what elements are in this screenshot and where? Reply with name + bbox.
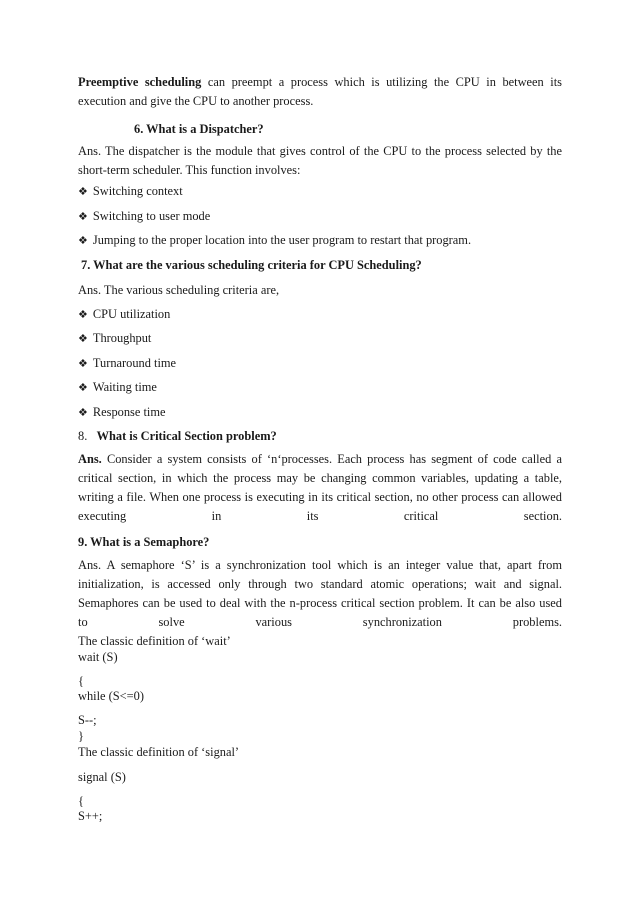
q7-bullet-5: ❖ Response time (78, 403, 562, 423)
q9-line1: Ans. A semaphore ‘S’ is a synchronization tool which is an integer value that, apart from (78, 558, 562, 572)
code-signal-increment: S++; (78, 809, 103, 823)
q6-heading: 6. What is a Dispatcher? (134, 122, 264, 136)
q6-bullet-1: ❖ Switching context (78, 182, 562, 202)
preemptive-paragraph (78, 73, 562, 111)
q9-line4: to solve various synchronization problems. (78, 615, 562, 629)
code-signal-open-brace: { (78, 794, 84, 808)
q8-line4: executing in its critical section. (78, 509, 562, 523)
code-wait-close-brace: } (78, 729, 84, 743)
q6-line2: short-term scheduler. This function involves: (78, 163, 301, 177)
q8-line2: critical section, in which the process may be changing common variables, updating a table, (78, 471, 562, 485)
q8-ans-label: Ans. (78, 452, 102, 466)
preemptive-line2: execution and give the CPU to another process. (78, 94, 314, 108)
q8-line1: Consider a system consists of ‘n‘processes. Each process has segment of code called a (101, 452, 562, 466)
q9-line2: initialization, is accessed only through two standard atomic operations; wait and signal. (78, 577, 562, 591)
q7-intro: Ans. The various scheduling criteria are, (78, 283, 280, 297)
q6-paragraph (78, 142, 562, 180)
q9-signal-def: The classic definition of ‘signal’ (78, 745, 240, 759)
q8-line3: writing a file. When one process is executing in its critical section, no other process can allowed (78, 490, 562, 504)
q6-line1: Ans. The dispatcher is the module that gives control of the CPU to the process selected by the (78, 144, 562, 158)
q6-bullet-3: ❖ Jumping to the proper location into the user program to restart that program. (78, 231, 562, 251)
q9-heading: 9. What is a Semaphore? (78, 535, 210, 549)
q7-bullet-2: ❖ Throughput (78, 329, 562, 349)
code-wait-decrement: S--; (78, 713, 97, 727)
q6-bullet-2: ❖ Switching to user mode (78, 207, 562, 227)
q8-heading: What is Critical Section problem? (96, 429, 277, 443)
code-wait-while: while (S<=0) (78, 689, 144, 703)
q8-heading-line (78, 427, 562, 446)
q8-number: 8. (78, 429, 88, 443)
q7-bullet-3: ❖ Turnaround time (78, 354, 562, 374)
preemptive-line1: can preempt a process which is utilizing the CPU in between its (201, 75, 562, 89)
q7-bullet-4: ❖ Waiting time (78, 378, 562, 398)
q7-heading: 7. What are the various scheduling criteria for CPU Scheduling? (81, 258, 422, 272)
q9-line3: Semaphores can be used to deal with the n-process critical section problem. It can be also used (78, 596, 562, 610)
code-wait-signature: wait (S) (78, 650, 118, 664)
q7-bullet-1: ❖ CPU utilization (78, 305, 562, 325)
q9-paragraph (78, 556, 562, 651)
code-signal-signature: signal (S) (78, 770, 126, 784)
q8-paragraph (78, 450, 562, 526)
preemptive-term: Preemptive scheduling (78, 75, 202, 89)
code-wait-open-brace: { (78, 674, 84, 688)
q9-wait-def: The classic definition of ‘wait’ (78, 634, 231, 648)
